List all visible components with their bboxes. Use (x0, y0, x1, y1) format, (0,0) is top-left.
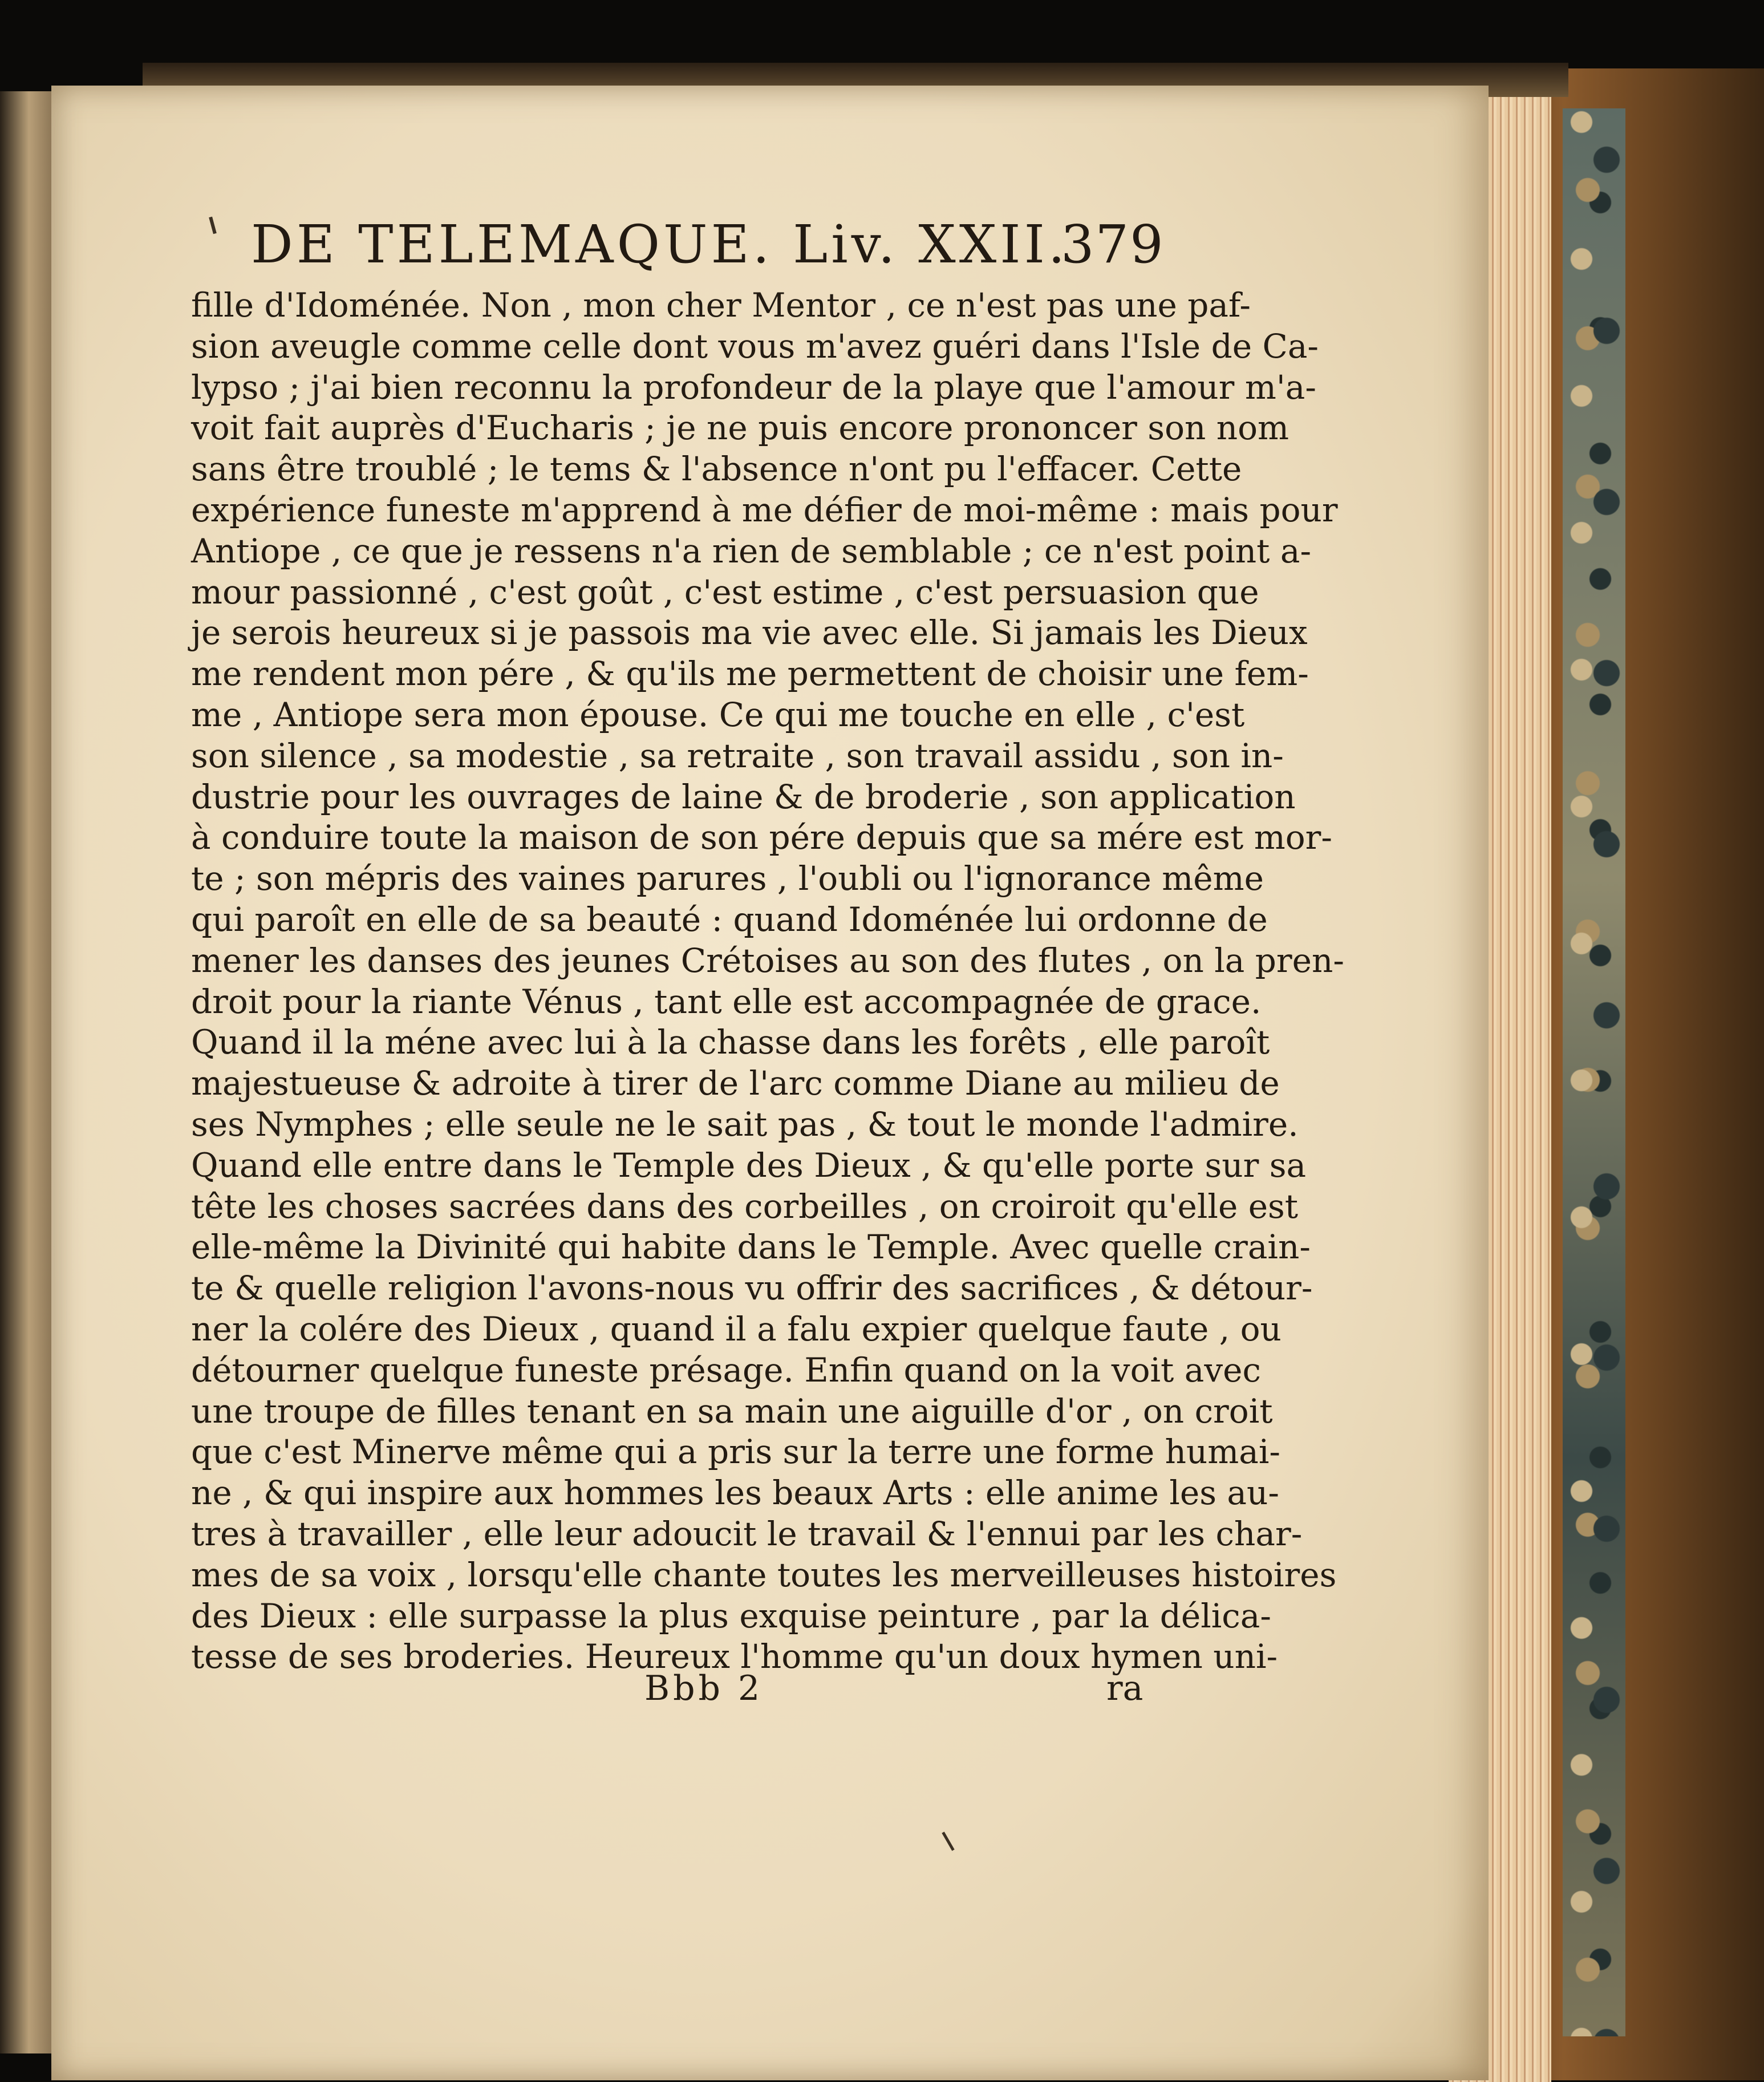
text-line: mour passionné , c'est goût , c'est estime , c'est persuasion que (191, 572, 1259, 611)
text-line: expérience funeste m'apprend à me défier de moi-même : mais pour (191, 490, 1338, 529)
running-title: DE TELEMAQUE. Liv. XXII. (251, 214, 1069, 275)
text-line: me , Antiope sera mon épouse. Ce qui me touche en elle , c'est (191, 695, 1245, 734)
text-line: ses Nymphes ; elle seule ne le sait pas , & tout le monde l'admire. (191, 1104, 1299, 1144)
text-line: elle-même la Divinité qui habite dans le Temple. Avec quelle crain- (191, 1228, 1311, 1267)
text-line: tesse de ses broderies. Heureux l'homme qu'un doux hymen uni- (191, 1637, 1278, 1676)
text-line: fille d'Idoménée. Non , mon cher Mentor , ce n'est pas une paf- (191, 286, 1251, 325)
text-line: te ; son mépris des vaines parures , l'oubli ou l'ignorance même (191, 859, 1264, 898)
text-line: qui paroît en elle de sa beauté : quand Idoménée lui ordonne de (191, 900, 1268, 939)
running-header (251, 214, 1163, 277)
text-line: je serois heureux si je passois ma vie avec elle. Si jamais les Dieux (191, 613, 1308, 653)
marbled-endpaper (1563, 108, 1625, 2036)
text-line: que c'est Minerve même qui a pris sur la terre une forme humai- (191, 1432, 1281, 1472)
text-line: ne , & qui inspire aux hommes les beaux Arts : elle anime les au- (191, 1473, 1279, 1513)
text-line: me rendent mon pére , & qu'ils me permettent de choisir une fem- (191, 654, 1309, 694)
text-line: voit fait auprès d'Eucharis ; je ne puis encore prononcer son nom (191, 408, 1289, 448)
text-line: Quand elle entre dans le Temple des Dieux , & qu'elle porte sur sa (191, 1145, 1307, 1185)
text-line: son silence , sa modestie , sa retraite , son travail assidu , son in- (191, 736, 1284, 775)
text-line: Antiope , ce que je ressens n'a rien de semblable ; ce n'est point a- (191, 531, 1312, 570)
page-number: 379 (1061, 214, 1165, 275)
text-line: sion aveugle comme celle dont vous m'avez guéri dans l'Isle de Ca- (191, 326, 1319, 366)
text-line: droit pour la riante Vénus , tant elle est accompagnée de grace. (191, 982, 1262, 1021)
text-line: ner la colére des Dieux , quand il a falu expier quelque faute , ou (191, 1309, 1282, 1348)
text-line: mes de sa voix , lorsqu'elle chante toutes les merveilleuses histoires (191, 1555, 1337, 1594)
text-line: tête les choses sacrées dans des corbeilles , on croiroit qu'elle est (191, 1186, 1299, 1226)
text-line: lypso ; j'ai bien reconnu la profondeur de la playe que l'amour m'a- (191, 367, 1316, 407)
text-line: te & quelle religion l'avons-nous vu offrir des sacrifices , & détour- (191, 1269, 1313, 1308)
body-text (191, 285, 1344, 1678)
text-line: détourner quelque funeste présage. Enfin quand on la voit avec (191, 1350, 1261, 1390)
text-line: majestueuse & adroite à tirer de l'arc comme Diane au milieu de (191, 1064, 1280, 1103)
text-line: des Dieux : elle surpasse la plus exquise peinture , par la délica- (191, 1596, 1271, 1635)
text-line: dustrie pour les ouvrages de laine & de broderie , son application (191, 777, 1296, 816)
text-line: sans être troublé ; le tems & l'absence n'ont pu l'effacer. Cette (191, 449, 1242, 489)
text-line: à conduire toute la maison de son pére depuis que sa mére est mor- (191, 818, 1332, 857)
text-line: tres à travailler , elle leur adoucit le travail & l'ennui par les char- (191, 1514, 1303, 1553)
left-page-edge (0, 91, 52, 2053)
catchword: ra (1106, 1668, 1143, 1708)
signature-mark: Bbb 2 (644, 1668, 764, 1708)
text-line: une troupe de filles tenant en sa main une aiguille d'or , on croit (191, 1391, 1273, 1431)
text-line: mener les danses des jeunes Crétoises au son des flutes , on la pren- (191, 941, 1344, 980)
text-line: Quand il la méne avec lui à la chasse dans les forêts , elle paroît (191, 1023, 1270, 1062)
